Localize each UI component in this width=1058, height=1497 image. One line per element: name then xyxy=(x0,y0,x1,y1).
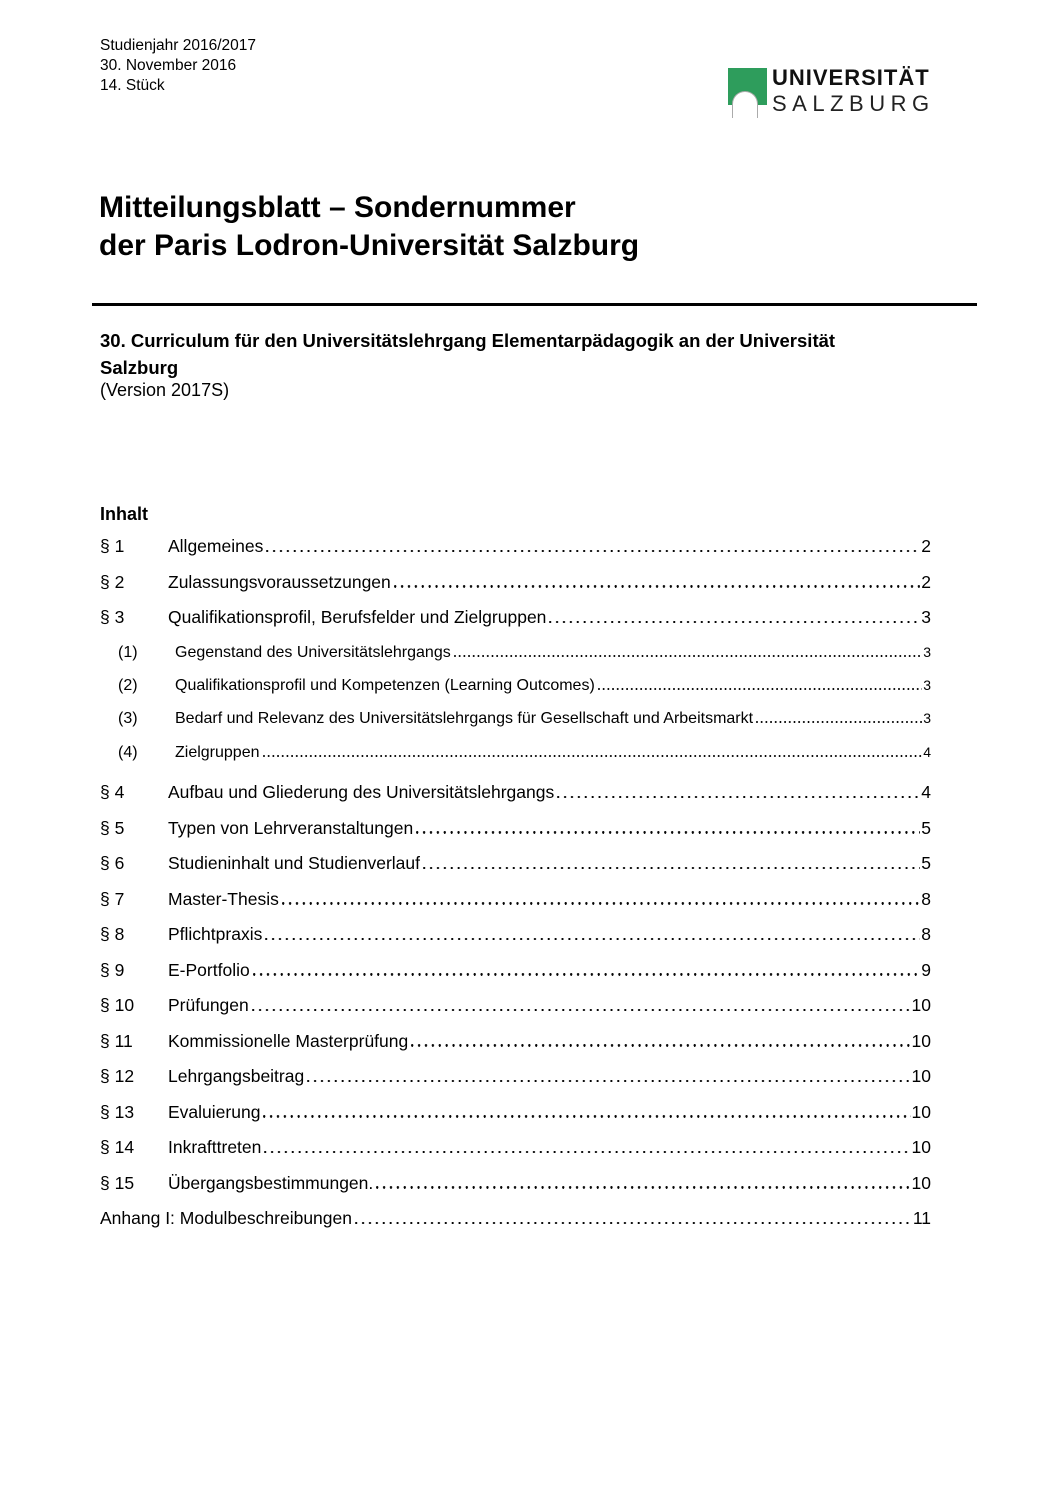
toc-entry-page: 10 xyxy=(911,1066,931,1087)
toc-entry xyxy=(100,636,931,669)
toc-entry-title: Typen von Lehrveranstaltungen xyxy=(168,817,414,838)
toc-dot-leader xyxy=(355,1222,912,1224)
toc-entry-page: 2 xyxy=(921,536,931,556)
toc-entry-page: 4 xyxy=(923,743,931,760)
toc-entry xyxy=(100,565,931,601)
toc-entry xyxy=(100,988,931,1024)
toc-entry-page: 10 xyxy=(911,1030,931,1051)
toc-entry-title: Gegenstand des Universitätslehrgangs xyxy=(175,643,451,661)
toc-entry-label: § 10 xyxy=(100,995,135,1016)
toc-entry-label: § 3 xyxy=(100,607,125,627)
toc-dot-leader xyxy=(411,1044,910,1046)
toc-dot-leader xyxy=(266,550,920,552)
toc-entry-page: 10 xyxy=(911,1101,931,1122)
divider-rule xyxy=(92,303,977,306)
toc-entry-page: 8 xyxy=(921,888,931,909)
toc-entry xyxy=(100,917,931,953)
toc-entry-title: Evaluierung xyxy=(168,1101,261,1122)
toc-entry-title: Studieninhalt und Studienverlauf xyxy=(168,853,420,874)
toc-dot-leader xyxy=(263,1115,910,1117)
toc-entry-page: 3 xyxy=(923,710,931,727)
toc-entry xyxy=(100,882,931,918)
toc-entry-label: § 5 xyxy=(100,817,125,838)
toc-entry-title: Pflichtpraxis xyxy=(168,924,263,945)
toc-entry-label: § 9 xyxy=(100,959,125,980)
toc-heading: Inhalt xyxy=(100,504,148,524)
date-line: 30. November 2016 xyxy=(100,56,237,74)
toc-entry-page: 11 xyxy=(912,1208,931,1229)
toc-list xyxy=(100,529,931,1237)
toc-entry xyxy=(100,1095,931,1131)
toc-entry-page: 10 xyxy=(911,1172,931,1193)
toc-entry-label: § 15 xyxy=(100,1172,135,1193)
toc-entry-title: Aufbau und Gliederung des Universitätslehrgangs xyxy=(168,782,555,803)
toc-entry xyxy=(100,953,931,989)
toc-entry-title: Inkrafttreten xyxy=(168,1137,262,1158)
toc-entry-page: 3 xyxy=(921,607,931,627)
document-title-line1: Mitteilungsblatt – Sondernummer xyxy=(99,191,576,224)
toc-dot-leader xyxy=(376,1186,910,1188)
toc-entry-title: Prüfungen xyxy=(168,995,249,1016)
toc-dot-leader xyxy=(423,867,920,869)
toc-entry xyxy=(100,600,931,636)
toc-entry xyxy=(100,669,931,702)
version-label: (Version 2017S) xyxy=(100,380,230,400)
toc-dot-leader xyxy=(394,585,920,587)
toc-dot-leader xyxy=(253,973,921,975)
toc-dot-leader xyxy=(454,655,922,657)
toc-entry xyxy=(100,1024,931,1060)
toc-dot-leader xyxy=(263,755,923,757)
toc-entry-page: 9 xyxy=(921,959,931,980)
toc-entry-label: (2) xyxy=(118,676,138,694)
toc-dot-leader xyxy=(557,796,920,798)
toc-entry-page: 10 xyxy=(911,995,931,1016)
logo-mark xyxy=(728,68,767,105)
studienjahr-line: Studienjahr 2016/2017 xyxy=(100,37,256,54)
toc-entry-title: Kommissionelle Masterprüfung xyxy=(168,1030,409,1051)
logo-wordmark-line1: UNIVERSITÄT xyxy=(772,65,930,90)
toc-entry-label: § 7 xyxy=(100,888,125,909)
document-title xyxy=(99,189,639,264)
toc-entry xyxy=(100,846,931,882)
toc-entry-title: E-Portfolio xyxy=(168,959,250,980)
toc-entry-label: (1) xyxy=(118,643,138,661)
arch-icon xyxy=(732,91,758,118)
toc-entry xyxy=(100,811,931,847)
toc-entry-title: Qualifikationsprofil und Kompetenzen (Learning Outcomes) xyxy=(175,676,595,694)
toc-dot-leader xyxy=(416,831,920,833)
toc-entry-page: 4 xyxy=(921,782,931,803)
toc-entry-page: 8 xyxy=(921,924,931,945)
section-heading-line2: Salzburg xyxy=(100,356,179,378)
toc-entry xyxy=(100,736,931,769)
issue-meta xyxy=(100,36,256,95)
toc-entry-title: Lehrgangsbeitrag xyxy=(168,1066,305,1087)
toc-entry-title: Qualifikationsprofil, Berufsfelder und Zielgruppen xyxy=(168,607,547,627)
toc-entry-label: § 1 xyxy=(100,536,125,556)
toc-dot-leader xyxy=(598,688,922,690)
toc-entry-label: § 14 xyxy=(100,1137,135,1158)
toc-entry xyxy=(100,1201,931,1237)
toc-entry-title: Allgemeines xyxy=(168,536,264,556)
toc-entry-title: Master-Thesis xyxy=(168,888,279,909)
section-heading xyxy=(100,328,835,381)
toc-dot-leader xyxy=(549,621,920,623)
toc-entry xyxy=(100,529,931,565)
toc-entry-label: § 8 xyxy=(100,924,125,945)
section-heading-line1: 30. Curriculum für den Universitätslehrgang Elementarpädagogik an der Universität xyxy=(100,330,836,351)
toc-entry-label: § 13 xyxy=(100,1101,135,1122)
toc-entry-page: 5 xyxy=(921,853,931,874)
toc-entry-label: § 12 xyxy=(100,1066,135,1087)
toc-dot-leader xyxy=(282,902,920,904)
toc-entry-title: Zielgruppen xyxy=(175,743,260,761)
toc-entry-title: Anhang I: Modulbeschreibungen xyxy=(100,1208,352,1229)
toc-entry-title: Übergangsbestimmungen. xyxy=(168,1172,374,1193)
university-logo-wordmark xyxy=(772,66,935,116)
toc-entry-label: (4) xyxy=(118,743,138,761)
toc-entry-label: § 2 xyxy=(100,571,125,592)
toc-entry-page: 2 xyxy=(921,571,931,592)
toc-entry-page: 3 xyxy=(923,676,931,693)
toc-dot-leader xyxy=(756,721,922,723)
stueck-line: 14. Stück xyxy=(100,76,165,94)
toc-dot-leader xyxy=(265,938,920,940)
document-title-line2: der Paris Lodron-Universität Salzburg xyxy=(99,228,640,262)
toc-dot-leader xyxy=(264,1151,910,1153)
toc-entry-label: § 11 xyxy=(100,1030,133,1051)
toc-entry-page: 3 xyxy=(923,643,931,660)
logo-wordmark-line2: SALZBURG xyxy=(772,91,935,116)
toc-entry xyxy=(100,1130,931,1166)
toc-entry-page: 10 xyxy=(911,1137,931,1158)
toc-entry-page: 5 xyxy=(921,817,931,838)
toc-entry xyxy=(100,1166,931,1202)
toc-entry xyxy=(100,1059,931,1095)
toc-entry-label: § 4 xyxy=(100,782,125,803)
toc-entry-title: Bedarf und Relevanz des Universitätslehrgangs für Gesellschaft und Arbeitsmarkt xyxy=(175,710,754,728)
toc-dot-leader xyxy=(307,1080,910,1082)
toc-entry-title: Zulassungsvoraussetzungen xyxy=(168,571,391,592)
toc-entry-label: (3) xyxy=(118,710,138,728)
toc-entry xyxy=(100,775,931,811)
toc-dot-leader xyxy=(252,1009,911,1011)
toc-entry-label: § 6 xyxy=(100,853,125,874)
toc-entry xyxy=(100,702,931,735)
